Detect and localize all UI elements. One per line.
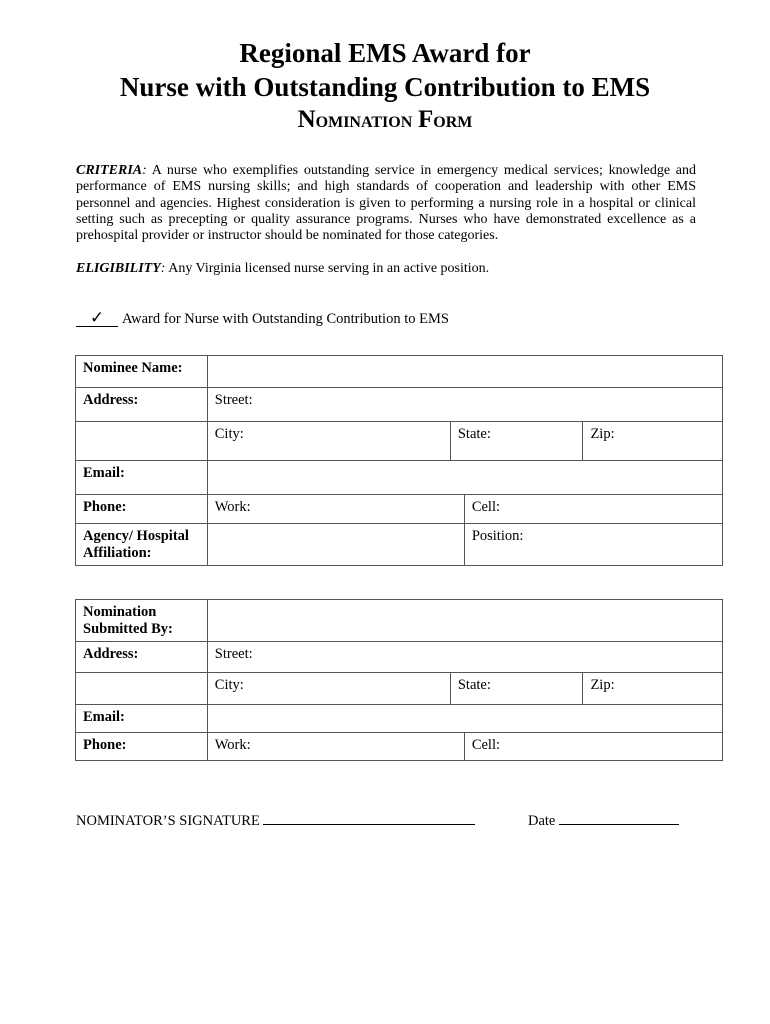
signature-line[interactable]: [263, 810, 475, 825]
nominee-address-blank: [76, 422, 208, 461]
nominee-street-field[interactable]: [207, 388, 722, 422]
nominee-name-field[interactable]: [207, 356, 722, 388]
nominee-city-label: City:: [214, 426, 244, 442]
nominee-affiliation-field[interactable]: [207, 524, 464, 566]
nominee-work-label: Work:: [214, 499, 251, 515]
award-checkbox[interactable]: ✓: [76, 310, 118, 327]
nominator-work-field[interactable]: [207, 733, 464, 761]
nominator-cell-field[interactable]: [464, 733, 722, 761]
award-selection: [76, 310, 449, 328]
form-subtitle: [0, 106, 770, 134]
nominator-city-field[interactable]: [207, 673, 450, 705]
criteria-paragraph: CRITERIA: A nurse who exemplifies outstanding service in emergency medical services; knowledge and performance of EMS nursing skills; and high standards of cooperation and leadership with other EMS personnel and agencies. Highest consideration is given to performing a nursing role in a hospital or clinical setting such as precepting or quality assurance programs. Nurses who have demonstrated excellence as a prehospital provider or instructor should be nominated for those categories.: [76, 163, 697, 244]
nominee-cell-label: Cell:: [471, 499, 501, 515]
eligibility-label: ELIGIBILITY: [76, 261, 161, 276]
nominee-table: [75, 355, 723, 566]
nominee-position-label: Position:: [471, 528, 524, 544]
nominee-affiliation-label: Agency/ Hospital Affiliation:: [76, 524, 208, 566]
nominator-email-label: Email:: [76, 705, 208, 733]
award-label: Award for Nurse with Outstanding Contribution to EMS: [122, 311, 449, 327]
nominator-cell-label: Cell:: [471, 737, 501, 753]
signature-block: [76, 810, 475, 830]
subtitle-initial-f: F: [418, 106, 434, 133]
nominator-state-field[interactable]: [450, 673, 583, 705]
form-title-line1: Regional EMS Award for: [239, 38, 531, 68]
submitted-by-field[interactable]: [207, 600, 722, 642]
eligibility-text: Any Virginia licensed nurse serving in an active position.: [168, 261, 490, 276]
nominee-cell-field[interactable]: [464, 495, 722, 524]
date-block: [528, 810, 679, 830]
submitted-by-label: Nomination Submitted By:: [76, 600, 208, 642]
criteria-label: CRITERIA: [76, 163, 143, 178]
subtitle-part-2: orm: [433, 107, 473, 132]
nominator-street-label: Street:: [214, 646, 253, 662]
date-label: Date: [528, 813, 556, 829]
nominee-zip-field[interactable]: [583, 422, 723, 461]
nominator-street-field[interactable]: [207, 642, 722, 673]
nominee-city-field[interactable]: [207, 422, 450, 461]
nominator-city-label: City:: [214, 677, 244, 693]
subtitle-part-1: omination: [315, 107, 418, 132]
nominator-state-label: State:: [457, 677, 491, 693]
nominee-email-label: Email:: [76, 461, 208, 495]
nominee-name-label: Nominee Name:: [76, 356, 208, 388]
eligibility-paragraph: ELIGIBILITY: Any Virginia licensed nurse serving in an active position.: [76, 261, 490, 276]
nominator-phone-label: Phone:: [76, 733, 208, 761]
nominee-email-field[interactable]: [207, 461, 722, 495]
nominee-state-label: State:: [457, 426, 491, 442]
nominator-address-blank: [76, 673, 208, 705]
criteria-text: A nurse who exemplifies outstanding service in emergency medical services; knowledge and performance of EMS nursing skills; and high standards of cooperation and leadership with other EMS personnel and agencies. Highest consideration is given to performing a nursing role in a hospital or clinical setting such as precepting or quality assurance programs. Nurses who have demonstrated excellence as a prehospital provider or instructor should be nominated for those categories.: [76, 163, 697, 244]
nominator-zip-label: Zip:: [590, 677, 615, 693]
nominator-email-field[interactable]: [207, 705, 722, 733]
nominator-address-label: Address:: [76, 642, 208, 673]
nominee-address-label: Address:: [76, 388, 208, 422]
nominator-work-label: Work:: [214, 737, 251, 753]
date-line[interactable]: [559, 810, 679, 825]
subtitle-initial-n: N: [297, 106, 316, 133]
nominator-zip-field[interactable]: [583, 673, 723, 705]
signature-label: NOMINATOR’S SIGNATURE: [76, 813, 260, 829]
nominee-street-label: Street:: [214, 392, 253, 408]
nominator-table: [75, 599, 723, 761]
nominee-work-field[interactable]: [207, 495, 464, 524]
nominee-zip-label: Zip:: [590, 426, 615, 442]
nominee-phone-label: Phone:: [76, 495, 208, 524]
nominee-state-field[interactable]: [450, 422, 583, 461]
nominee-position-field[interactable]: [464, 524, 722, 566]
form-title-line2: Nurse with Outstanding Contribution to EMS: [119, 72, 651, 102]
